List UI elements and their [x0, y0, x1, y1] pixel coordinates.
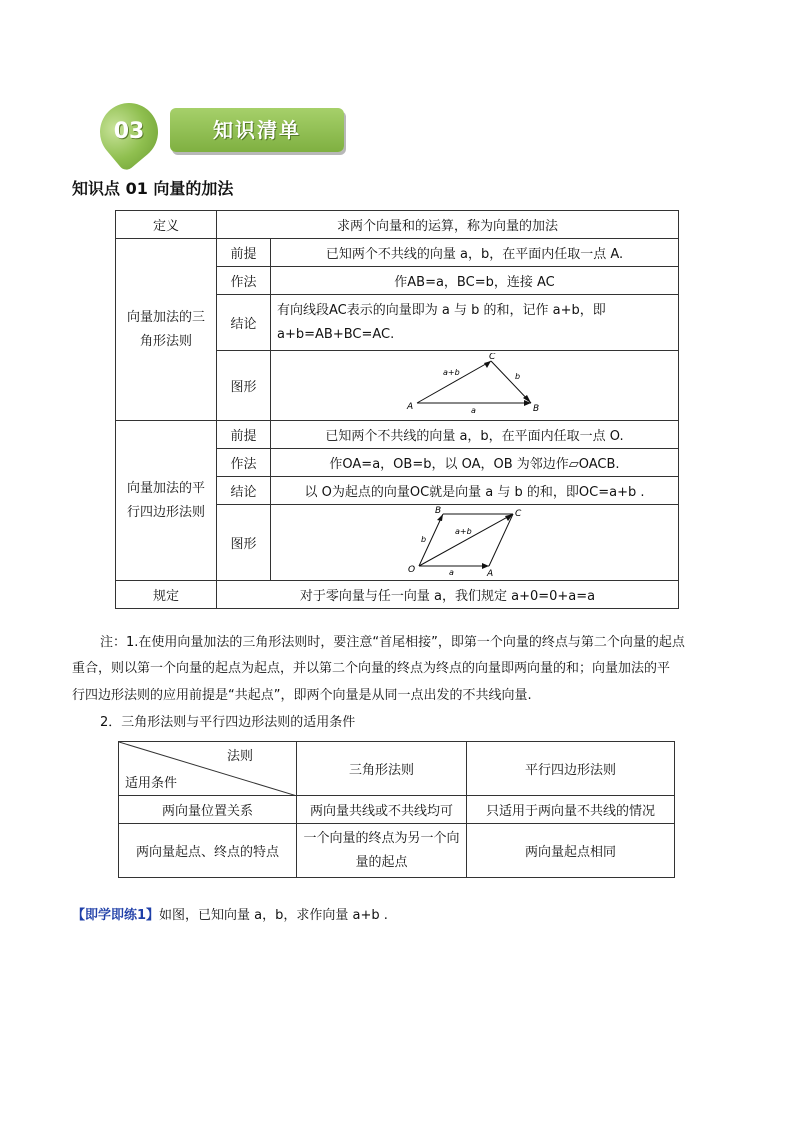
vector-addition-table [115, 210, 679, 609]
label-a-plus-b: a+b [454, 526, 472, 536]
tri-conclusion-label: 结论 [217, 295, 271, 351]
tri-method-label: 作法 [217, 267, 271, 295]
row-label: 两向量位置关系 [119, 796, 297, 824]
corner-top-label: 法则 [227, 749, 254, 764]
exercise-text: 如图，已知向量 a，b，求作向量 a+b . [159, 908, 388, 923]
parallelogram-diagram [405, 506, 545, 576]
tri-conclusion-text: 有向线段AC表示的向量即为 a 与 b 的和，记作 a+b，即 a+b=AB+BC=AC. [271, 295, 679, 351]
arrowhead [484, 361, 491, 368]
label-a: a [448, 567, 454, 576]
side-AC-line [489, 514, 513, 566]
rule-text: 对于零向量与任一向量 a，我们规定 a+0=0+a=a [217, 581, 679, 609]
rule-comparison-table [118, 741, 675, 878]
vector-OC-line [419, 514, 513, 566]
par-method-text: 作OA=a，OB=b，以 OA，OB 为邻边作▱OACB. [271, 449, 679, 477]
corner-bottom-label: 适用条件 [125, 776, 178, 791]
par-premise-label: 前提 [217, 421, 271, 449]
tri-figure-label: 图形 [217, 351, 271, 421]
cell: 只适用于两向量不共线的情况 [467, 796, 675, 824]
definition-label: 定义 [116, 211, 217, 239]
table-row [116, 421, 679, 449]
section-badge-title: 知识清单 [213, 118, 301, 142]
table-row [116, 581, 679, 609]
point-C-label: C [514, 508, 521, 519]
par-method-label: 作法 [217, 449, 271, 477]
note-line-1: 注：1.在使用向量加法的三角形法则时，要注意“首尾相接”，即第一个向量的终点与第二个向量的起点 [100, 635, 685, 650]
tri-premise-text: 已知两个不共线的向量 a，b，在平面内任取一点 A. [271, 239, 679, 267]
table-row [116, 239, 679, 267]
knowledge-point-title: 知识点 01 向量的加法 [72, 179, 234, 198]
definition-text: 求两个向量和的运算，称为向量的加法 [217, 211, 679, 239]
arrowhead [524, 400, 531, 406]
table-row [119, 824, 675, 878]
label-a-plus-b: a+b [442, 367, 460, 377]
label-b: b [514, 371, 520, 381]
parallelogram-figure-cell [271, 505, 679, 581]
cell: 两向量起点相同 [467, 824, 675, 878]
table-row [119, 742, 675, 796]
cell: 两向量共线或不共线均可 [297, 796, 467, 824]
section-number: 03 [113, 119, 145, 144]
rule-label: 规定 [116, 581, 217, 609]
exercise-line [72, 904, 388, 923]
table-corner-cell [119, 742, 297, 796]
note-line-3: 行四边形法则的应用前提是“共起点”，即两个向量是从同一点出发的不共线向量. [72, 688, 532, 703]
row-label: 两向量起点、终点的特点 [119, 824, 297, 878]
point-B-label: B [434, 505, 441, 516]
parallelogram-rule-label: 向量加法的平行四边形法则 [116, 421, 217, 581]
exercise-tag: 【即学即练1】 [72, 908, 160, 923]
note-line-2: 重合，则以第一个向量的起点为起点，并以第二个向量的终点为终点的向量即两向量的和；向量加法的平 [72, 661, 671, 676]
note-line-4: 2．三角形法则与平行四边形法则的适用条件 [100, 715, 356, 730]
table-row [119, 796, 675, 824]
label-a: a [470, 405, 476, 415]
point-A-label: A [406, 401, 413, 412]
tri-premise-label: 前提 [217, 239, 271, 267]
triangle-figure-cell [271, 351, 679, 421]
point-O-label: O [407, 564, 415, 575]
point-C-label: C [488, 352, 495, 362]
par-conclusion-label: 结论 [217, 477, 271, 505]
point-A-label: A [486, 568, 493, 576]
par-figure-label: 图形 [217, 505, 271, 581]
triangle-rule-label: 向量加法的三角形法则 [116, 239, 217, 421]
triangle-diagram [405, 353, 545, 415]
point-B-label: B [532, 403, 539, 414]
cell: 一个向量的终点为另一个向量的起点 [297, 824, 467, 878]
par-conclusion-text: 以 O为起点的向量OC就是向量 a 与 b 的和，即OC=a+b . [271, 477, 679, 505]
par-premise-text: 已知两个不共线的向量 a，b，在平面内任取一点 O. [271, 421, 679, 449]
col-header-parallelogram: 平行四边形法则 [467, 742, 675, 796]
col-header-triangle: 三角形法则 [297, 742, 467, 796]
tri-method-text: 作AB=a，BC=b，连接 AC [271, 267, 679, 295]
label-b: b [420, 534, 426, 544]
table-row [116, 211, 679, 239]
